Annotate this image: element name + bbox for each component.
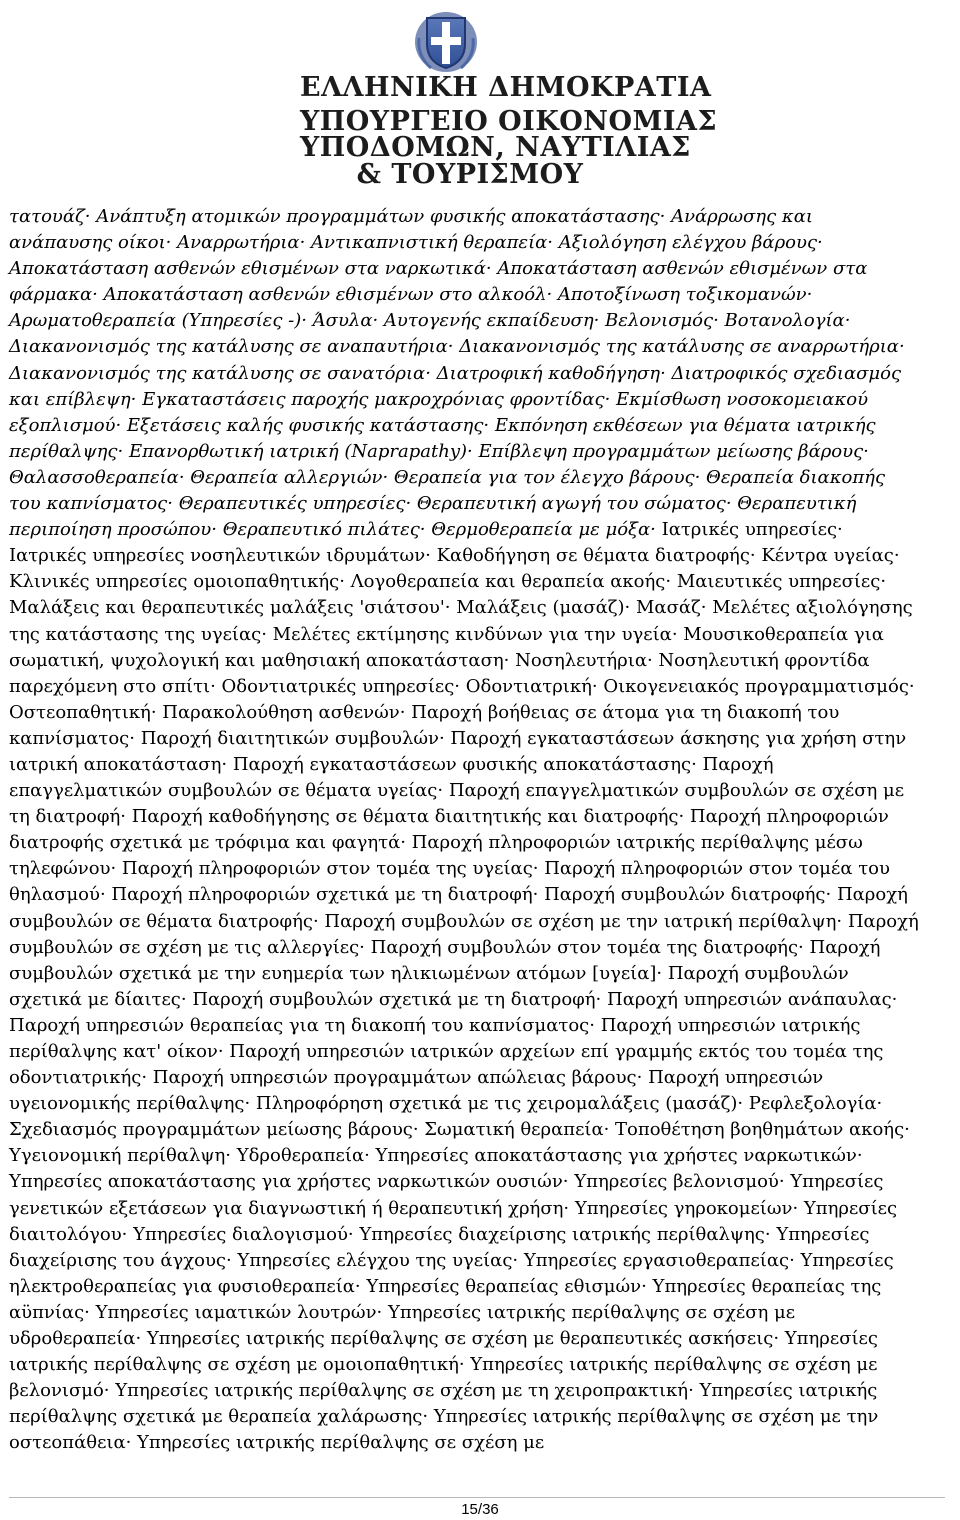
page-number: 15/36	[461, 1501, 499, 1518]
org-line-ministry-2: ΥΠΟΔΟΜΩΝ, ΝΑΥΤΙΛΙΑΣ	[300, 132, 691, 163]
org-line-ministry: ΥΠΟΥΡΓΕΙΟ ΟΙΚΟΝΟΜΙΑΣ	[300, 106, 718, 137]
services-text-regular: Ιατρικές υπηρεσίες· Ιατρικές υπηρεσίες νοσηλευτικών ιδρυμάτων· Καθοδήγηση σε θέματα διατροφής· Κέντρα υγείας· Κλινικές υπηρεσίες ομοιοπαθητικής· Λογοθεραπεία και θεραπεία ακοής· Μαιευτικές υπηρεσίες· Μαλάξεις και θεραπευτικές μαλάξεις 'σιάτσου'· Μαλάξεις (μασάζ)· Μασάζ· Μελέτες αξιολόγησης της κατάστασης της υγείας· Μελέτες εκτίμησης κινδύνων για την υγεία· Μουσικοθεραπεία για σωματική, ψυχολογική και μαθησιακή αποκατάσταση· Νοσηλευτήρια· Νοσηλευτική φροντίδα παρεχόμενη στο σπίτι· Οδοντιατρικές υπηρεσίες· Οδοντιατρική· Οικογενειακός προγραμματισμός· Οστεοπαθητική· Παρακολούθηση ασθενών· Παροχή βοήθειας σε άτομα για τη διακοπή του καπνίσματος· Παροχή διαιτητικών συμβουλών· Παροχή εγκαταστάσεων άσκησης για χρήση στην ιατρική αποκατάσταση· Παροχή εγκαταστάσεων φυσικής αποκατάστασης· Παροχή επαγγελματικών συμβουλών σε θέματα υγείας· Παροχή επαγγελματικών συμβουλών σε σχέση με τη διατροφή· Παροχή καθοδήγησης σε θέματα διαιτητικής και διατροφής· Παροχή πληροφοριών διατροφής σχετικά με τρόφιμα και φαγητά· Παροχή πληροφοριών ιατρικής περίθαλψης μέσω τηλεφώνου· Παροχή πληροφοριών στον τομέα της υγείας· Παροχή πληροφοριών στον τομέα του θηλασμού· Παροχή πληροφοριών σχετικά με τη διατροφή· Παροχή συμβουλών διατροφής· Παροχή συμβουλών σε θέματα διατροφής· Παροχή συμβουλών σε σχέση με την ιατρική περίθαλψη· Παροχή συμβουλών σε σχέση με τις αλλεργίες· Παροχή συμβουλών στον τομέα της διατροφής· Παροχή συμβουλών σχετικά με την ευημερία των ηλικιωμένων ατόμων [υγεία]· Παροχή συμβουλών σχετικά με δίαιτες· Παροχή συμβουλών σχετικά με τη διατροφή· Παροχή υπηρεσιών ανάπαυλας· Παροχή υπηρεσιών θεραπείας για τη διακοπή του καπνίσματος· Παροχή υπηρεσιών ιατρικής περίθαλψης κατ' οίκον· Παροχή υπηρεσιών ιατρικών αρχείων επί γραμμής εκτός του τομέα της οδοντιατρικής· Παροχή υπηρεσιών προγραμμάτων απώλειας βάρους· Παροχή υπηρεσιών υγειονομικής περίθαλψης· Πληροφόρηση σχετικά με τις χειρομαλάξεις (μασάζ)· Ρεφλεξολογία· Σχεδιασμός προγραμμάτων μείωσης βάρους· Σωματική θεραπεία· Τοποθέτηση βοηθημάτων ακοής· Υγειονομική περίθαλψη· Υδροθεραπεία· Υπηρεσίες αποκατάστασης για χρήστες ναρκωτικών· Υπηρεσίες αποκατάστασης για χρήστες ναρκωτικών ουσιών· Υπηρεσίες βελονισμού· Υπηρεσίες γενετικών εξετάσεων για διαγνωστική ή θεραπευτική χρήση· Υπηρεσίες γηροκομείων· Υπηρεσίες διαιτολόγου· Υπηρεσίες διαλογισμού· Υπηρεσίες διαχείρισης ιατρικής περίθαλψης· Υπηρεσίες διαχείρισης του άγχους· Υπηρεσίες ελέγχου της υγείας· Υπηρεσίες εργασιοθεραπείας· Υπηρεσίες ηλεκτροθεραπείας για φυσιοθεραπεία· Υπηρεσίες θεραπείας εθισμών· Υπηρεσίες θεραπείας της αϋπνίας· Υπηρεσίες ιαματικών λουτρών· Υπηρεσίες ιατρικής περίθαλψης σε σχέση με υδροθεραπεία· Υπηρεσίες ιατρικής περίθαλψης σε σχέση με θεραπευτικές ασκήσεις· Υπηρεσίες ιατρικής περίθαλψης σε σχέση με ομοιοπαθητική· Υπηρεσίες ιατρικής περίθαλψης σε σχέση με βελονισμό· Υπηρεσίες ιατρικής περίθαλψης σε σχέση με τη χειροπρακτική· Υπηρεσίες ιατρικής περίθαλψης σχετικά με θεραπεία χαλάρωσης· Υπηρεσίες ιατρικής περίθαλψης σε σχέση με την οστεοπάθεια· Υπηρεσίες ιατρικής περίθαλψης σε σχέση με	[9, 519, 919, 1454]
org-line-country: ΕΛΛΗΝΙΚΗ ΔΗΜΟΚΡΑΤΙΑ	[300, 72, 712, 103]
coat-of-arms-icon	[413, 8, 479, 74]
org-line-ministry-3: & ΤΟΥΡΙΣΜΟΥ	[356, 159, 584, 190]
services-list-text	[9, 204, 919, 1454]
services-text-italic: τατουάζ· Ανάπτυξη ατομικών προγραμμάτων φυσικής αποκατάστασης· Ανάρρωσης και ανάπαυσης οίκοι· Αναρρωτήρια· Αντικαπνιστική θεραπεία· Αξιολόγηση ελέγχου βάρους· Αποκατάσταση ασθενών εθισμένων στα ναρκωτικά· Αποκατάσταση ασθενών εθισμένων στα φάρμακα· Αποκατάσταση ασθενών εθισμένων στο αλκοόλ· Αποτοξίνωση τοξικομανών· Αρωματοθεραπεία (Υπηρεσίες -)· Άσυλα· Αυτογενής εκπαίδευση· Βελονισμός· Βοτανολογία· Διακανονισμός της κατάλυσης σε αναπαυτήρια· Διακανονισμός της κατάλυσης σε αναρρωτήρια· Διακανονισμός της κατάλυσης σε σανατόρια· Διατροφική καθοδήγηση· Διατροφικός σχεδιασμός και επίβλεψη· Εγκαταστάσεις παροχής μακροχρόνιας φροντίδας· Εκμίσθωση νοσοκομειακού εξοπλισμού· Εξετάσεις καλής φυσικής κατάστασης· Εκπόνηση εκθέσεων για θέματα ιατρικής περίθαλψης· Επανορθωτική ιατρική (Naprapathy)· Επίβλεψη προγραμμάτων μείωσης βάρους· Θαλασσοθεραπεία· Θεραπεία αλλεργιών· Θεραπεία για τον έλεγχο βάρους· Θεραπεία διακοπής του καπνίσματος· Θεραπευτικές υπηρεσίες· Θεραπευτική αγωγή του σώματος· Θεραπευτική περιποίηση προσώπου· Θεραπευτικό πιλάτες· Θερμοθεραπεία με μόξα·	[9, 206, 905, 541]
document-header	[0, 0, 960, 205]
footer-divider	[9, 1497, 945, 1498]
